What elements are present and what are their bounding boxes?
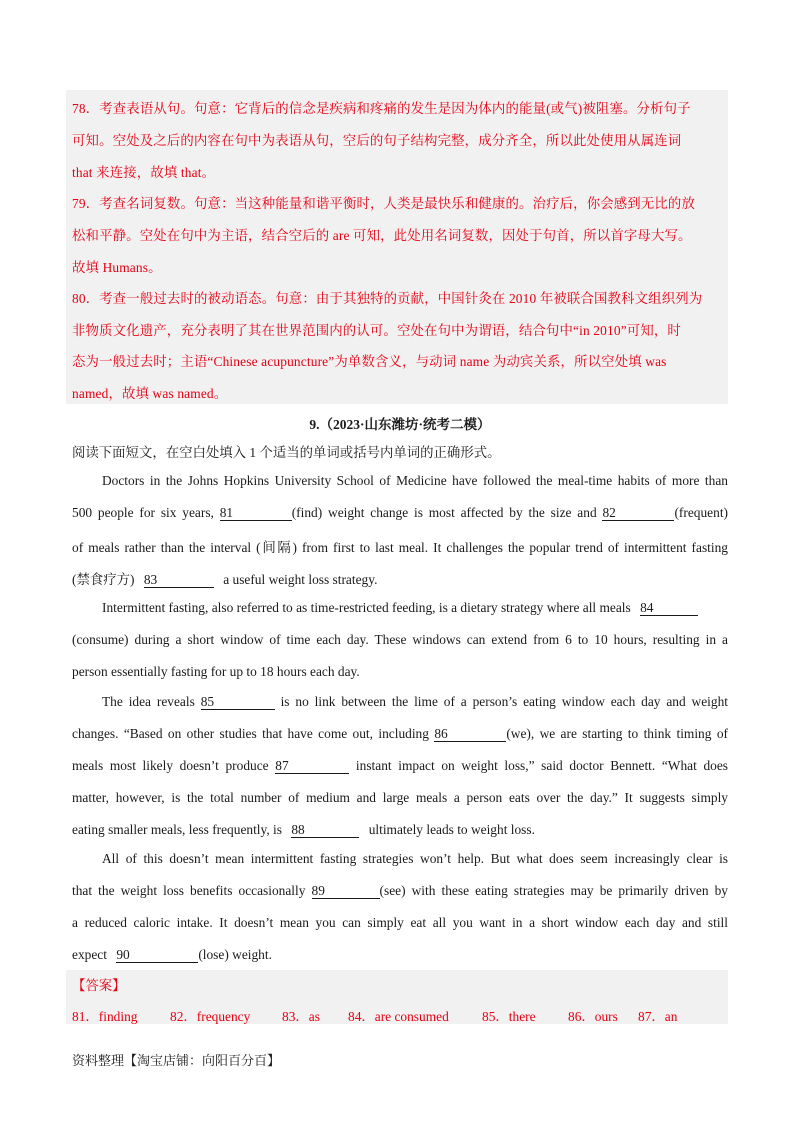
- answer-item: 85．there: [482, 1009, 536, 1024]
- paragraph-line: eating smaller meals, less frequently, is 88 ultimately leads to weight loss.: [72, 822, 535, 837]
- paragraph-line: matter, however, is the total number of medium and large meals a person eats over the day.” It suggests simply: [72, 790, 728, 805]
- answer-item: 86．ours: [568, 1009, 618, 1024]
- paragraph-line: The idea reveals 85 is no link between the lime of a person’s eating window each day and weight: [102, 694, 729, 709]
- analysis-line: 可知。空处及之后的内容在句中为表语从句，空后的句子结构完整，成分齐全，所以此处使用从属连词: [72, 133, 682, 148]
- answer-item: 84．are consumed: [348, 1009, 449, 1024]
- blank-81[interactable]: 81: [220, 505, 292, 521]
- blank-87[interactable]: 87: [275, 758, 349, 774]
- blank-88[interactable]: 88: [291, 822, 359, 838]
- paragraph-line: All of this doesn’t mean intermittent fasting strategies won’t help. But what does seem increasingly clear is: [102, 851, 728, 866]
- analysis-line: 态为一般过去时；主语“Chinese acupuncture”为单数含义，与动词 name 为动宾关系，所以空处填 was: [72, 354, 667, 369]
- blank-86[interactable]: 86: [434, 726, 506, 742]
- blank-83[interactable]: 83: [144, 572, 214, 588]
- question-title: 9.（2023·山东潍坊·统考二模）: [309, 417, 491, 432]
- paragraph-line: of meals rather than the interval (间隔) from first to last meal. It challenges the popular trend of intermittent fasting: [72, 540, 728, 555]
- paragraph-line: expect 90 (lose) weight.: [72, 947, 272, 962]
- paragraph-line: 500 people for six years, 81 (find) weight change is most affected by the size and 82 (frequent): [72, 505, 728, 520]
- paragraph-line: (禁食疗方) 83 a useful weight loss strategy.: [72, 572, 378, 587]
- blank-90[interactable]: 90: [116, 947, 198, 963]
- blank-85[interactable]: 85: [201, 694, 275, 710]
- answer-item: 87．an: [638, 1009, 678, 1024]
- analysis-line: 非物质文化遗产，充分表明了其在世界范围内的认可。空处在句中为谓语，结合句中“in 2010”可知，时: [72, 323, 681, 338]
- answer-item: 82．frequency: [170, 1009, 251, 1024]
- page-footer: 资料整理【淘宝店铺：向阳百分百】: [72, 1053, 281, 1068]
- answer-label: 【答案】: [72, 978, 126, 993]
- answer-item: 81．finding: [72, 1009, 138, 1024]
- paragraph-line: changes. “Based on other studies that have come out, including 86 (we), we are starting to think timing of: [72, 726, 728, 741]
- analysis-line: 故填 Humans。: [72, 260, 162, 275]
- answer-item: 83．as: [282, 1009, 320, 1024]
- paragraph-line: meals most likely doesn’t produce 87 instant impact on weight loss,” said doctor Bennett. “What does: [72, 758, 728, 773]
- paragraph-line: Doctors in the Johns Hopkins University School of Medicine have followed the meal-time habits of more than: [102, 473, 728, 488]
- paragraph-line: Intermittent fasting, also referred to as time-restricted feeding, is a dietary strategy where all meals 84: [102, 600, 728, 616]
- analysis-line: 78．考查表语从句。句意：它背后的信念是疾病和疼痛的发生是因为体内的能量(或气)被阻塞。分析句子: [72, 101, 691, 116]
- analysis-line: that 来连接，故填 that。: [72, 165, 216, 180]
- analysis-line: 松和平静。空处在句中为主语，结合空后的 are 可知，此处用名词复数，因处于句首，所以首字母大写。: [72, 228, 692, 243]
- paragraph-line: (consume) during a short window of time each day. These windows can extend from 6 to 10 hours, resulting in a: [72, 632, 728, 647]
- answer-row: [72, 1006, 688, 1025]
- paragraph-line: a reduced caloric intake. It doesn’t mean you can simply eat all you want in a short window each day and still: [72, 915, 728, 930]
- paragraph-line: that the weight loss benefits occasionally 89 (see) with these eating strategies may be primarily driven by: [72, 883, 728, 898]
- blank-84[interactable]: 84: [640, 600, 698, 616]
- analysis-line: 79．考查名词复数。句意：当这种能量和谐平衡时，人类是最快乐和健康的。治疗后，你会感到无比的放: [72, 196, 696, 211]
- analysis-line: 80．考查一般过去时的被动语态。句意：由于其独特的贡献，中国针灸在 2010 年被联合国教科文组织列为: [72, 291, 703, 306]
- blank-82[interactable]: 82: [602, 505, 674, 521]
- blank-89[interactable]: 89: [312, 883, 380, 899]
- paragraph-line: person essentially fasting for up to 18 hours each day.: [72, 664, 360, 679]
- analysis-line: named，故填 was named。: [72, 386, 228, 401]
- question-instruction: 阅读下面短文，在空白处填入 1 个适当的单词或括号内单词的正确形式。: [72, 445, 501, 460]
